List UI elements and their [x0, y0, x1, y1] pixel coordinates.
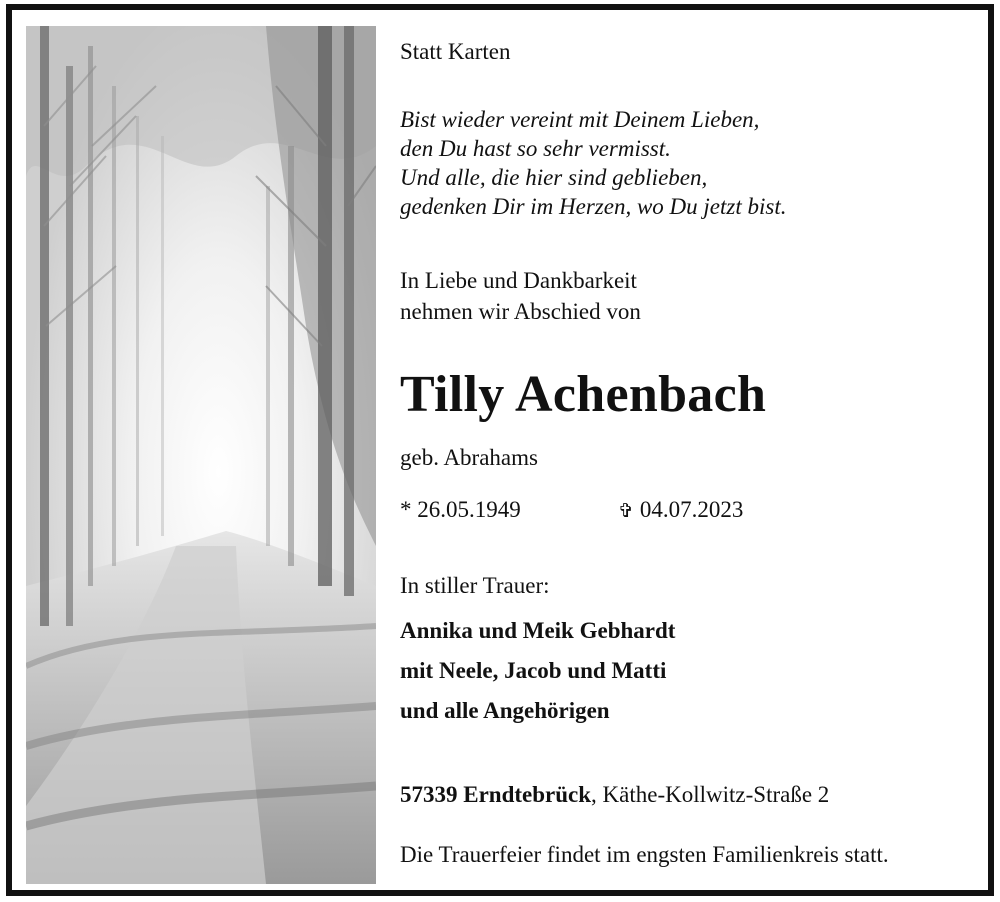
- maiden-name: geb. Abrahams: [400, 445, 538, 470]
- life-dates: [400, 495, 744, 524]
- death-date: 04.07.2023: [639, 497, 744, 522]
- mourner-line-2: mit Neele, Jacob und Matti: [400, 658, 667, 683]
- obituary-frame: [6, 4, 994, 896]
- mourner-line-1: Annika und Meik Gebhardt: [400, 618, 676, 643]
- death-date-group: [618, 495, 743, 526]
- poem-line-4: gedenken Dir im Herzen, wo Du jetzt bist.: [400, 194, 787, 219]
- intro-line-2: nehmen wir Abschied von: [400, 299, 641, 324]
- poem-line-3: Und alle, die hier sind geblieben,: [400, 165, 708, 190]
- header-line: Statt Karten: [400, 39, 511, 64]
- mourners-heading: In stiller Trauer:: [400, 573, 550, 598]
- mourner-line-3: und alle Angehörigen: [400, 698, 610, 723]
- poem-line-2: den Du hast so sehr vermisst.: [400, 136, 671, 161]
- birth-date: * 26.05.1949: [400, 497, 521, 522]
- address-city: 57339 Erndtebrück: [400, 782, 592, 807]
- funeral-note: Die Trauerfeier findet im engsten Familienkreis statt.: [400, 842, 889, 867]
- deceased-name: Tilly Achenbach: [400, 366, 767, 423]
- forest-path-photo: [26, 26, 376, 884]
- address-street: , Käthe-Kollwitz-Straße 2: [591, 782, 830, 807]
- address-line: [400, 780, 829, 809]
- intro-line-1: In Liebe und Dankbarkeit: [400, 268, 637, 293]
- cross-icon: ✞: [618, 500, 634, 522]
- poem-line-1: Bist wieder vereint mit Deinem Lieben,: [400, 107, 760, 132]
